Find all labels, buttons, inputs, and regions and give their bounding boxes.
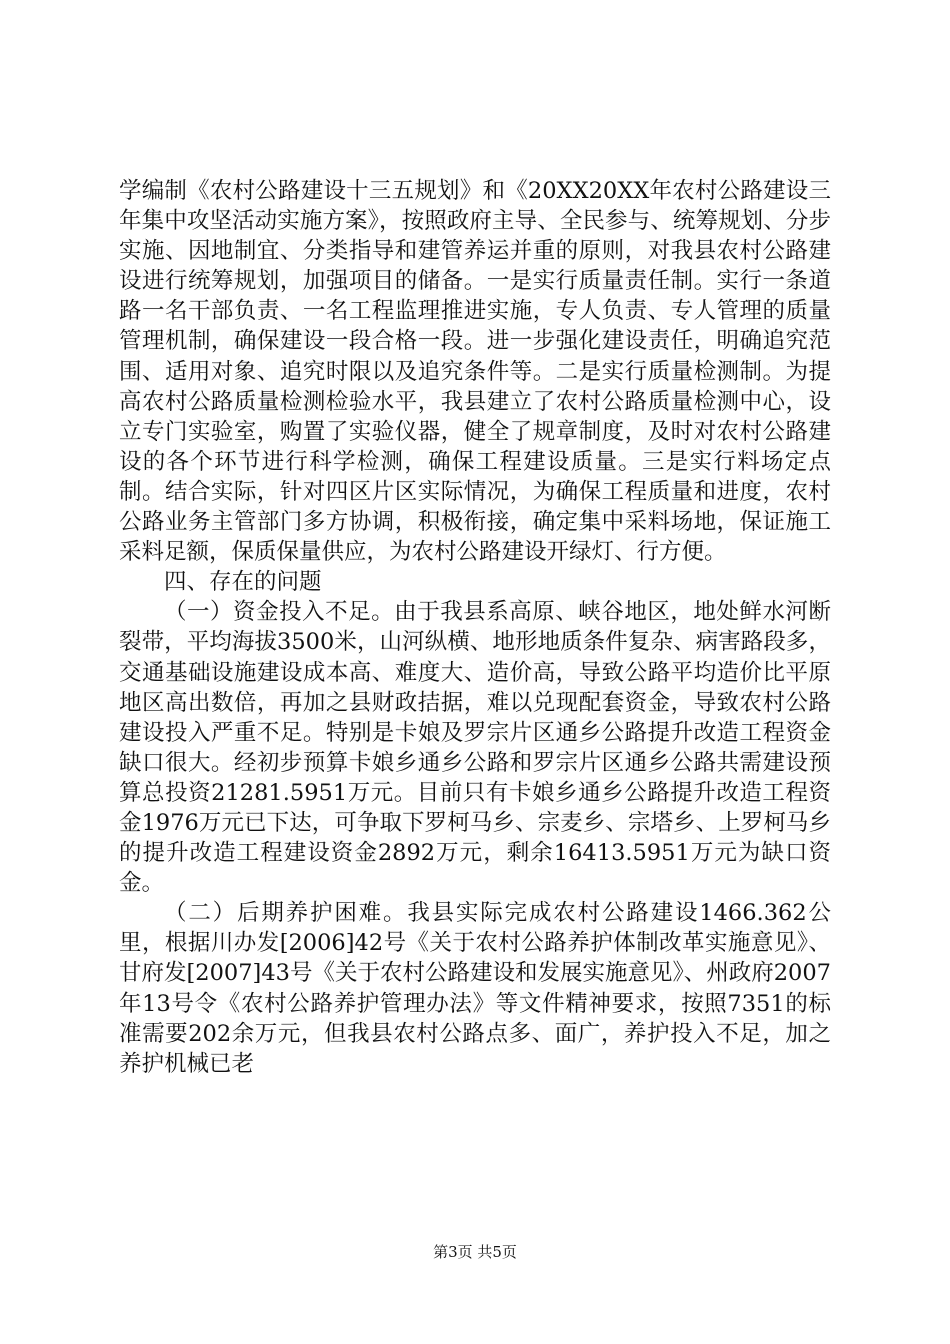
paragraph-insufficient-funding: （一）资金投入不足。由于我县系高原、峡谷地区，地处鲜水河断裂带，平均海拔3500米，山河纵横、地形地质条件复杂、病害路段多，交通基础设施建设成本高、难度大、造价高，导致公路平均造价比平原地区高出数倍，再加之县财政拮据，难以兑现配套资金，导致农村公路建设投入严重不足。特别是卡娘及罗宗片区通乡公路提升改造工程资金缺口很大。经初步预算卡娘乡通乡公路和罗宗片区通乡公路共需建设预算总投资21281.5951万元。目前只有卡娘乡通乡公路提升改造工程资金1976万元已下达，可争取下罗柯马乡、宗麦乡、宗塔乡、上罗柯马乡的提升改造工程建设资金2892万元，剩余16413.5951万元为缺口资金。 <box>119 599 831 897</box>
body-text <box>119 176 831 1079</box>
page-number-label: 第3页 共5页 <box>433 1243 517 1261</box>
paragraph-quality-measures: 学编制《农村公路建设十三五规划》和《20XX20XX年农村公路建设三年集中攻坚活动实施方案》，按照政府主导、全民参与、统筹规划、分步实施、因地制宜、分类指导和建管养运并重的原则，对我县农村公路建设进行统筹规划，加强项目的储备。一是实行质量责任制。实行一条道路一名干部负责、一名工程监理推进实施，专人负责、专人管理的质量管理机制，确保建设一段合格一段。进一步强化建设责任，明确追究范围、适用对象、追究时限以及追究条件等。二是实行质量检测制。为提高农村公路质量检测检验水平，我县建立了农村公路质量检测中心，设立专门实验室，购置了实验仪器，健全了规章制度，及时对农村公路建设的各个环节进行科学检测，确保工程建设质量。三是实行料场定点制。结合实际，针对四区片区实际情况，为确保工程质量和进度，农村公路业务主管部门多方协调，积极衔接，确定集中采料场地，保证施工采料足额，保质保量供应，为农村公路建设开绿灯、行方便。 <box>119 178 831 566</box>
paragraph-maintenance-difficulty: （二）后期养护困难。我县实际完成农村公路建设1466.362公里，根据川办发[2006]42号《关于农村公路养护体制改革实施意见》、甘府发[2007]43号《关于农村公路建设和发展实施意见》、州政府2007年13号令《农村公路养护管理办法》等文件精神要求，按照7351的标准需要202余万元，但我县农村公路点多、面广，养护投入不足，加之养护机械已老 <box>119 900 831 1077</box>
section-heading-existing-problems: 四、存在的问题 <box>164 569 322 596</box>
page-footer <box>0 1242 950 1262</box>
